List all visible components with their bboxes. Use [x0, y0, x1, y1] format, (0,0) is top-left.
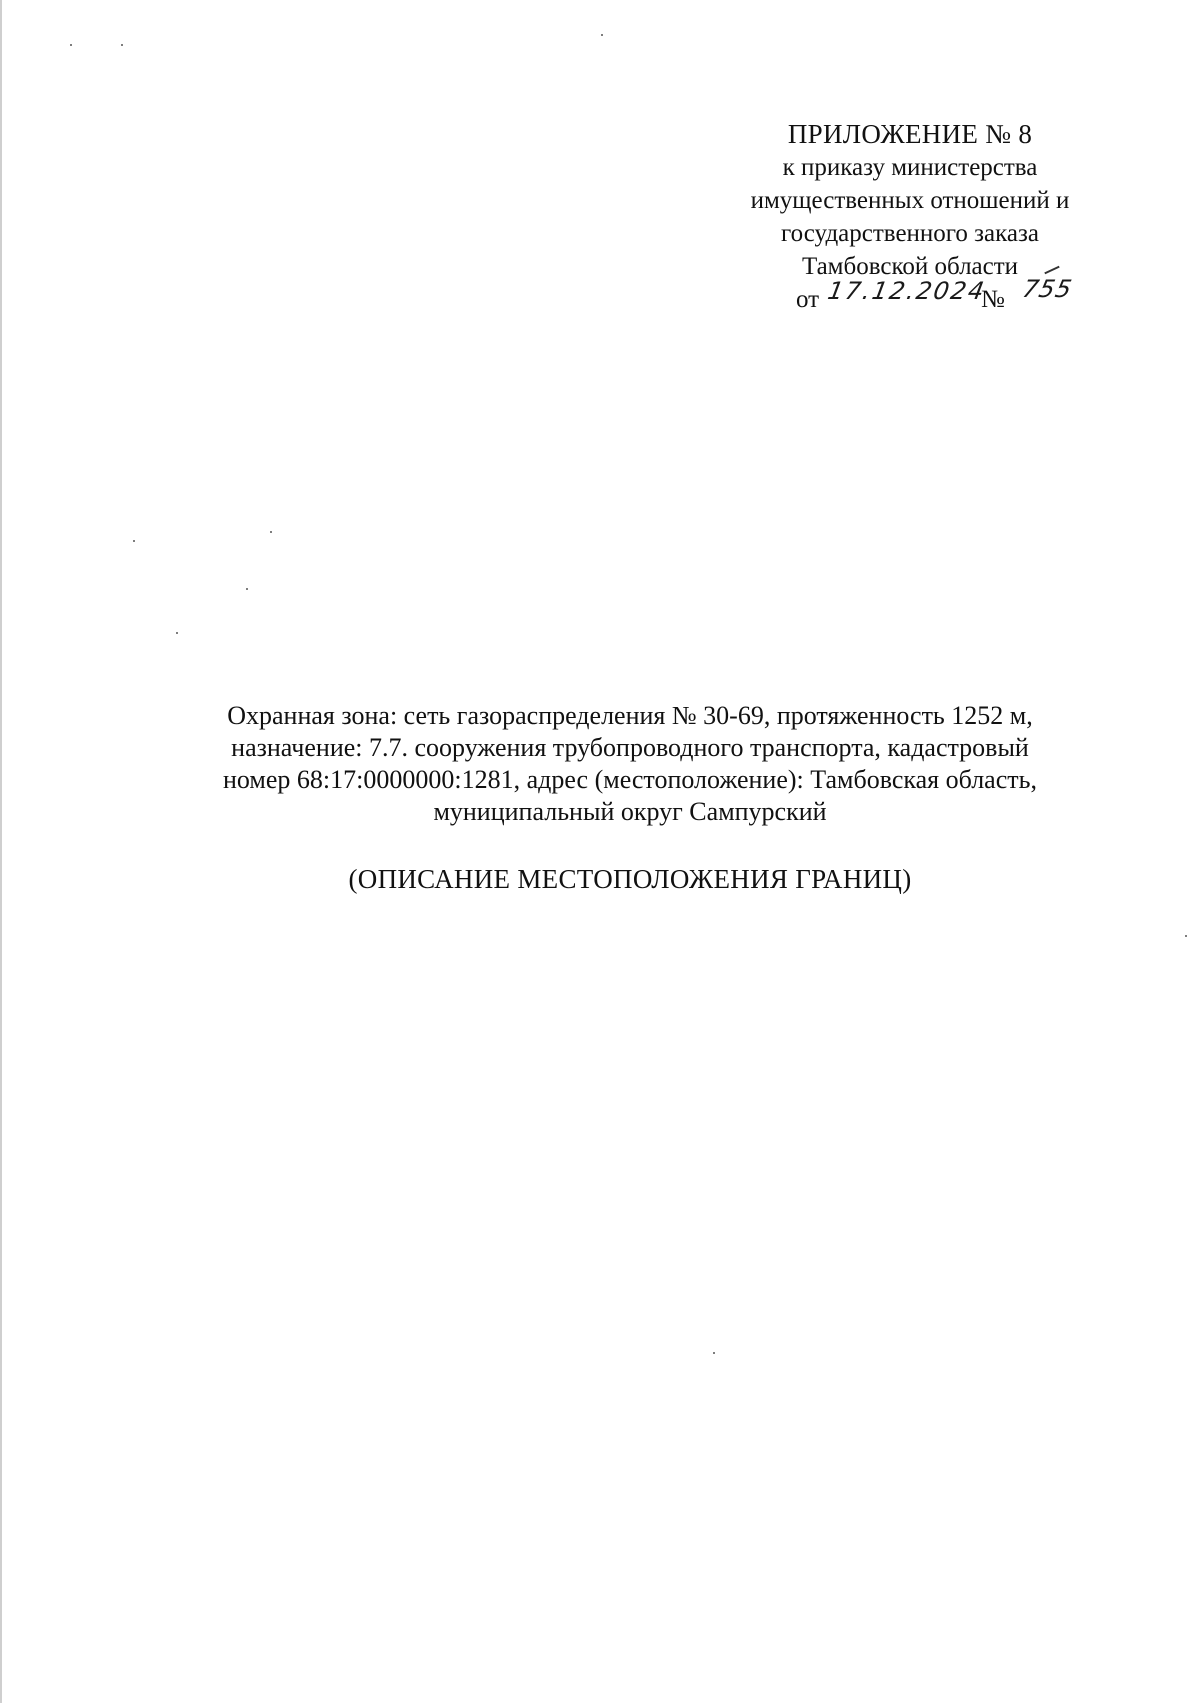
- protection-zone-description: [160, 700, 1100, 828]
- scan-speck: [133, 540, 135, 542]
- appendix-line: Тамбовской области: [801, 253, 1019, 280]
- scan-speck: [70, 44, 72, 46]
- scan-speck: [176, 632, 178, 634]
- appendix-line: государственного заказа: [781, 220, 1039, 247]
- appendix-header: [700, 118, 1120, 316]
- scan-speck: [270, 531, 272, 533]
- scan-speck: [246, 588, 248, 590]
- appendix-line: имущественных отношений и: [750, 187, 1070, 214]
- description-line: назначение: 7.7. сооружения трубопроводного транспорта, кадастровый: [231, 733, 1029, 762]
- boundary-description-heading: (ОПИСАНИЕ МЕСТОПОЛОЖЕНИЯ ГРАНИЦ): [348, 864, 912, 894]
- number-prefix: №: [981, 286, 1005, 313]
- scan-speck: [1185, 935, 1187, 937]
- description-line: номер 68:17:0000000:1281, адрес (местоположение): Тамбовская область,: [223, 765, 1037, 794]
- description-line: Охранная зона: сеть газораспределения № 30-69, протяженность 1252 м,: [227, 701, 1033, 730]
- handwritten-number: 755: [1020, 275, 1075, 303]
- handwritten-date: 17.12.2024: [825, 277, 988, 305]
- scan-speck: [121, 44, 123, 46]
- scan-speck: [601, 34, 603, 36]
- order-date-number-line: [700, 275, 1120, 316]
- appendix-title: ПРИЛОЖЕНИЕ № 8: [787, 119, 1033, 149]
- date-prefix: от: [796, 286, 820, 313]
- scan-speck: [713, 1352, 715, 1354]
- appendix-line: к приказу министерства: [782, 154, 1038, 181]
- scan-edge: [0, 0, 2, 1703]
- description-line: муниципальный округ Сампурский: [433, 797, 827, 826]
